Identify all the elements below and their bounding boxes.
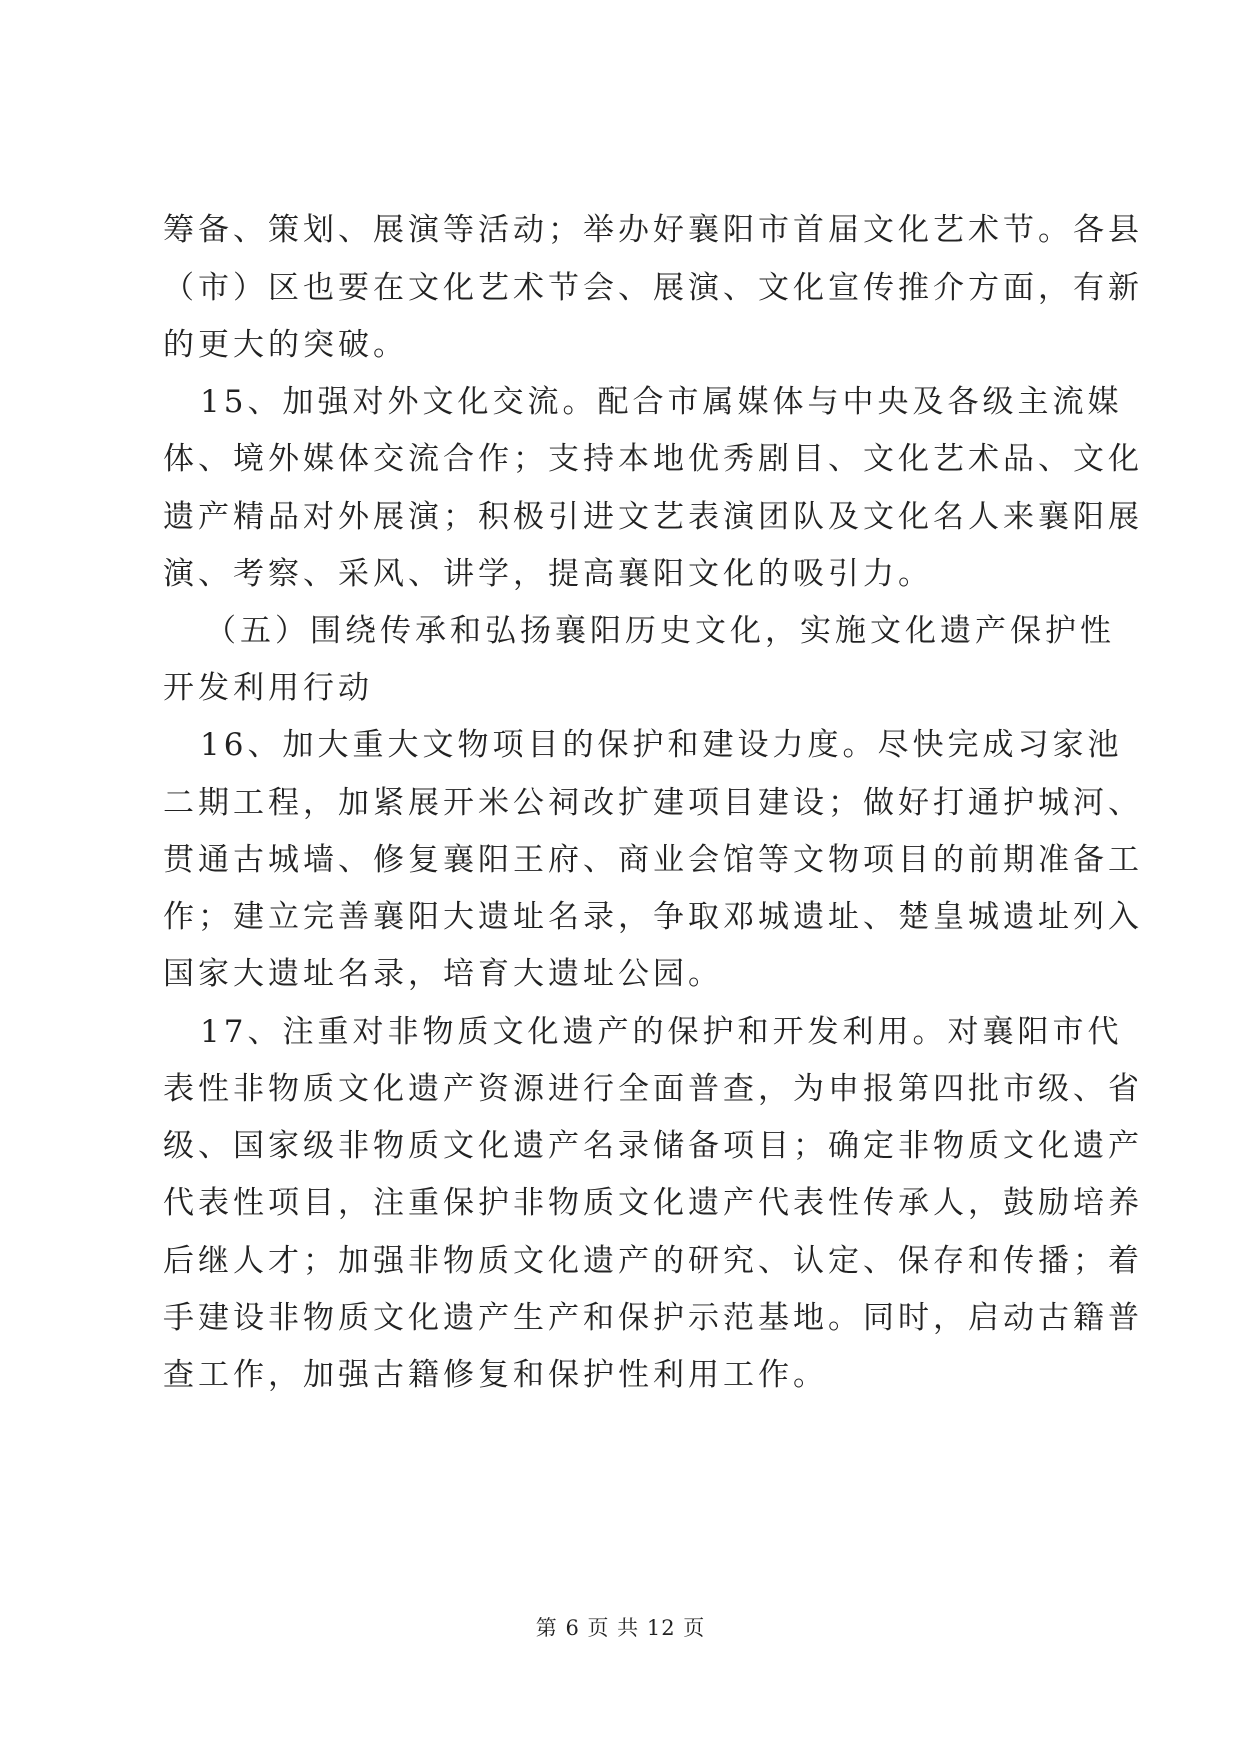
text-line: 贯通古城墙、修复襄阳王府、商业会馆等文物项目的前期准备工	[163, 842, 1143, 878]
paragraph-16-start: 16、加大重大文物项目的保护和建设力度。尽快完成习家池	[200, 727, 1123, 763]
text-line: （市）区也要在文化艺术节会、展演、文化宣传推介方面，有新	[163, 270, 1143, 306]
text-line: 演、考察、采风、讲学，提高襄阳文化的吸引力。	[163, 556, 933, 592]
text-line: 代表性项目，注重保护非物质文化遗产代表性传承人，鼓励培养	[163, 1185, 1143, 1221]
paragraph-15-start: 15、加强对外文化交流。配合市属媒体与中央及各级主流媒	[200, 384, 1123, 420]
page-number-footer: 第 6 页 共 12 页	[535, 1616, 706, 1640]
text-line: 手建设非物质文化遗产生产和保护示范基地。同时，启动古籍普	[163, 1300, 1143, 1336]
text-line: 的更大的突破。	[163, 327, 408, 363]
text-line: 遗产精品对外展演；积极引进文艺表演团队及文化名人来襄阳展	[163, 499, 1143, 535]
text-line: 国家大遗址名录，培育大遗址公园。	[163, 956, 723, 992]
section-heading-continued: 开发利用行动	[163, 670, 373, 706]
text-line: 筹备、策划、展演等活动；举办好襄阳市首届文化艺术节。各县	[163, 212, 1143, 248]
paragraph-17-start: 17、注重对非物质文化遗产的保护和开发利用。对襄阳市代	[200, 1014, 1123, 1050]
text-line: 二期工程，加紧展开米公祠改扩建项目建设；做好打通护城河、	[163, 785, 1143, 821]
text-line: 查工作，加强古籍修复和保护性利用工作。	[163, 1357, 828, 1393]
text-line: 作；建立完善襄阳大遗址名录，争取邓城遗址、楚皇城遗址列入	[163, 899, 1143, 935]
text-line: 体、境外媒体交流合作；支持本地优秀剧目、文化艺术品、文化	[163, 441, 1143, 477]
section-heading: （五）围绕传承和弘扬襄阳历史文化，实施文化遗产保护性	[205, 613, 1115, 649]
text-line: 后继人才；加强非物质文化遗产的研究、认定、保存和传播；着	[163, 1243, 1143, 1279]
text-line: 表性非物质文化遗产资源进行全面普查，为申报第四批市级、省	[163, 1071, 1143, 1107]
text-line: 级、国家级非物质文化遗产名录储备项目；确定非物质文化遗产	[163, 1128, 1143, 1164]
